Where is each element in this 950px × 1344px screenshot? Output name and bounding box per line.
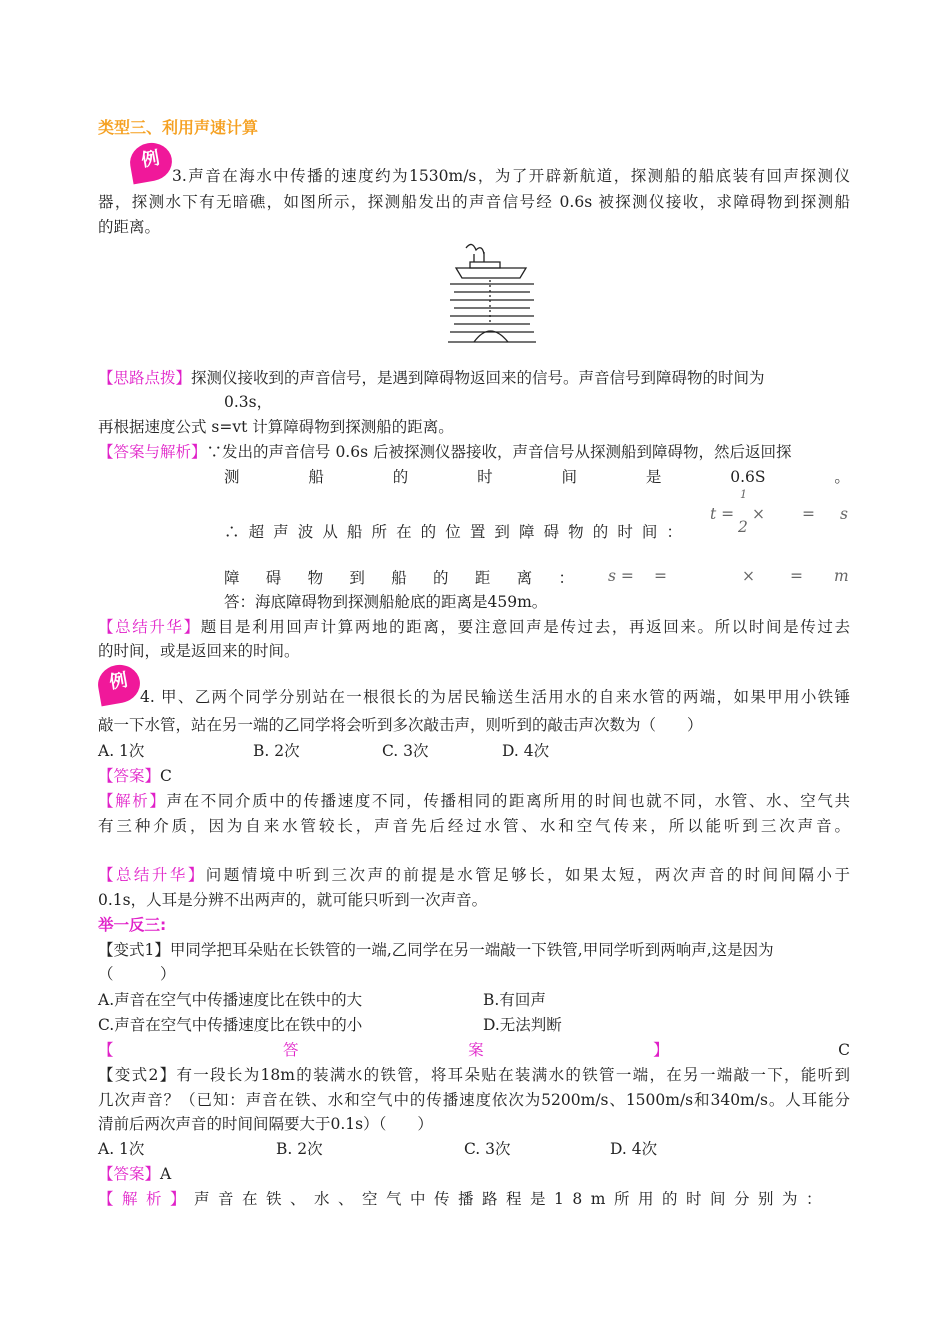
variant1-text: 【变式1】甲同学把耳朵贴在长铁管的一端,乙同学在另一端敲一下铁管,甲同学听到两响声,这是因为 — [98, 941, 774, 959]
word: 船 — [308, 468, 324, 486]
word: 的 — [392, 468, 409, 486]
answer-text: 答：海底障碍物到探测船舱底的距离是459m。 — [224, 593, 548, 611]
explanation-text: 有三种介质，因为自来水管较长，声音先后经过水管、水和空气传来，所以能听到三次声音。 — [98, 817, 850, 835]
variant2-text: 几次声音？（已知：声音在铁、水和空气中的传播速度依次为5200m/s、1500m/s和340m/s。人耳能分 — [98, 1091, 850, 1109]
formula-part: 2 — [738, 518, 748, 536]
ex4-options — [98, 740, 850, 762]
answer-tag: 【 — [98, 1041, 114, 1059]
word: 测 — [224, 468, 240, 486]
practice-heading: 举一反三: — [98, 916, 167, 934]
sonar-ship-figure — [444, 238, 540, 350]
formula-part: s — [840, 505, 848, 523]
hint-line — [98, 367, 850, 389]
variant2-answer — [98, 1163, 850, 1185]
answer-text — [224, 466, 850, 488]
formula-part: × — [742, 567, 755, 585]
explanation-line — [98, 1188, 850, 1210]
answer-value: C — [160, 767, 172, 785]
answer-tag: 】 — [653, 1041, 669, 1059]
word: 是 — [645, 468, 662, 486]
explanation-line — [98, 790, 850, 812]
word: 。 — [834, 468, 850, 486]
summary-text: 的时间，或是返回来的时间。 — [98, 642, 300, 660]
example-badge: 例 — [127, 140, 175, 185]
answer-text: ∵发出的声音信号 0.6s 后被探测仪器接收，声音信号从探测船到障碍物，然后返回探 — [206, 443, 792, 461]
variant2-text: 清前后两次声音的时间间隔要大于0.1s）（ ） — [98, 1115, 433, 1133]
answer-text: ∴超声波从船所在的位置到障碍物的时间： — [224, 523, 684, 541]
answer-value: A — [160, 1165, 172, 1183]
formula-part: × — [752, 505, 765, 523]
option-a: A.声音在空气中传播速度比在铁中的大 — [98, 991, 363, 1009]
option-c: C. 3次 — [464, 1140, 511, 1158]
hint-text: 探测仪接收到的声音信号，是遇到障碍物返回来的信号。声音信号到障碍物的时间为 — [191, 369, 765, 387]
option-c: C.声音在空气中传播速度比在铁中的小 — [98, 1016, 363, 1034]
explanation-tag: 【解析】 — [98, 792, 167, 810]
ex4-answer — [98, 765, 850, 787]
hint-tag: 【思路点拨】 — [98, 369, 192, 387]
summary-line — [98, 864, 850, 886]
summary-line — [98, 616, 850, 638]
ex3-text: 器，探测水下有无暗礁，如图所示，探测船发出的声音信号经 0.6s 被探测仪接收，求障碍物到探测船 — [98, 193, 850, 211]
formula-part: = — [802, 505, 815, 523]
summary-text: 0.1s，人耳是分辨不出两声的，就可能只听到一次声音。 — [98, 891, 488, 909]
word: 0.6S — [730, 468, 766, 486]
variant1-text: （ ） — [98, 965, 176, 983]
ex4-text: 4. 甲、乙两个同学分别站在一根很长的为居民输送生活用水的自来水管的两端，如果甲用小铁锤 — [140, 688, 850, 706]
summary-tag: 【总结升华】 — [98, 618, 201, 636]
option-a: A. 1次 — [98, 742, 145, 760]
formula-part: 1 — [740, 488, 747, 501]
hint-text: 0.3s， — [224, 393, 273, 411]
ex4-text: 敲一下水管，站在另一端的乙同学将会听到多次敲击声，则听到的敲击声次数为（ ） — [98, 716, 703, 734]
variant1-options — [98, 1014, 850, 1036]
option-b: B. 2次 — [253, 742, 300, 760]
option-a: A. 1次 — [98, 1140, 145, 1158]
option-d: D.无法判断 — [483, 1016, 562, 1034]
example-badge: 例 — [95, 662, 143, 707]
summary-text: 问题情境中听到三次声的前提是水管足够长，如果太短，两次声音的时间间隔小于 — [205, 866, 850, 884]
answer-tag: 【答案】 — [98, 767, 161, 785]
answer-tag: 案 — [468, 1041, 484, 1059]
option-b: B. 2次 — [276, 1140, 323, 1158]
explanation-text: 声在不同介质中的传播速度不同，传播相同的距离所用的时间也就不同，水管、水、空气共 — [166, 792, 850, 810]
answer-tag: 答 — [283, 1041, 299, 1059]
formula-part: s = — [608, 567, 634, 585]
option-d: D. 4次 — [502, 742, 550, 760]
ex3-text: 3.声音在海水中传播的速度约为1530m/s，为了开辟新航道，探测船的船底装有回声探测仪 — [172, 167, 850, 185]
summary-tag: 【总结升华】 — [98, 866, 206, 884]
variant1-answer — [98, 1039, 850, 1061]
formula-part: t = — [710, 505, 735, 523]
answer-tag: 【答案】 — [98, 1165, 161, 1183]
explanation-tag: 【解析】 — [98, 1190, 195, 1208]
word: 间 — [561, 468, 578, 486]
explanation-text: 声音在铁、水、空气中传播路程是18m所用的时间分别为： — [194, 1190, 830, 1208]
option-d: D. 4次 — [610, 1140, 658, 1158]
answer-line — [98, 441, 850, 463]
section-heading: 类型三、利用声速计算 — [98, 118, 259, 137]
hint-text: 再根据速度公式 s=vt 计算障碍物到探测船的距离。 — [98, 418, 454, 436]
variant2-text: 【变式2】有一段长为18m的装满水的铁管，将耳朵贴在装满水的铁管一端，在另一端敲一下，能听到 — [98, 1066, 850, 1084]
ex3-text: 的距离。 — [98, 218, 161, 236]
option-c: C. 3次 — [382, 742, 429, 760]
formula-part: = — [654, 567, 667, 585]
answer-text: 障碍物到船的距离： — [224, 569, 574, 587]
formula-part: = — [790, 567, 803, 585]
variant1-options — [98, 989, 850, 1011]
word: 时 — [477, 468, 493, 486]
variant2-options — [98, 1138, 850, 1160]
option-b: B.有回声 — [483, 991, 546, 1009]
summary-text: 题目是利用回声计算两地的距离，要注意回声是传过去，再返回来。所以时间是传过去 — [200, 618, 850, 636]
formula-part: m — [834, 567, 849, 585]
answer-tag: 【答案与解析】 — [98, 443, 207, 461]
answer-value: C — [838, 1041, 850, 1059]
